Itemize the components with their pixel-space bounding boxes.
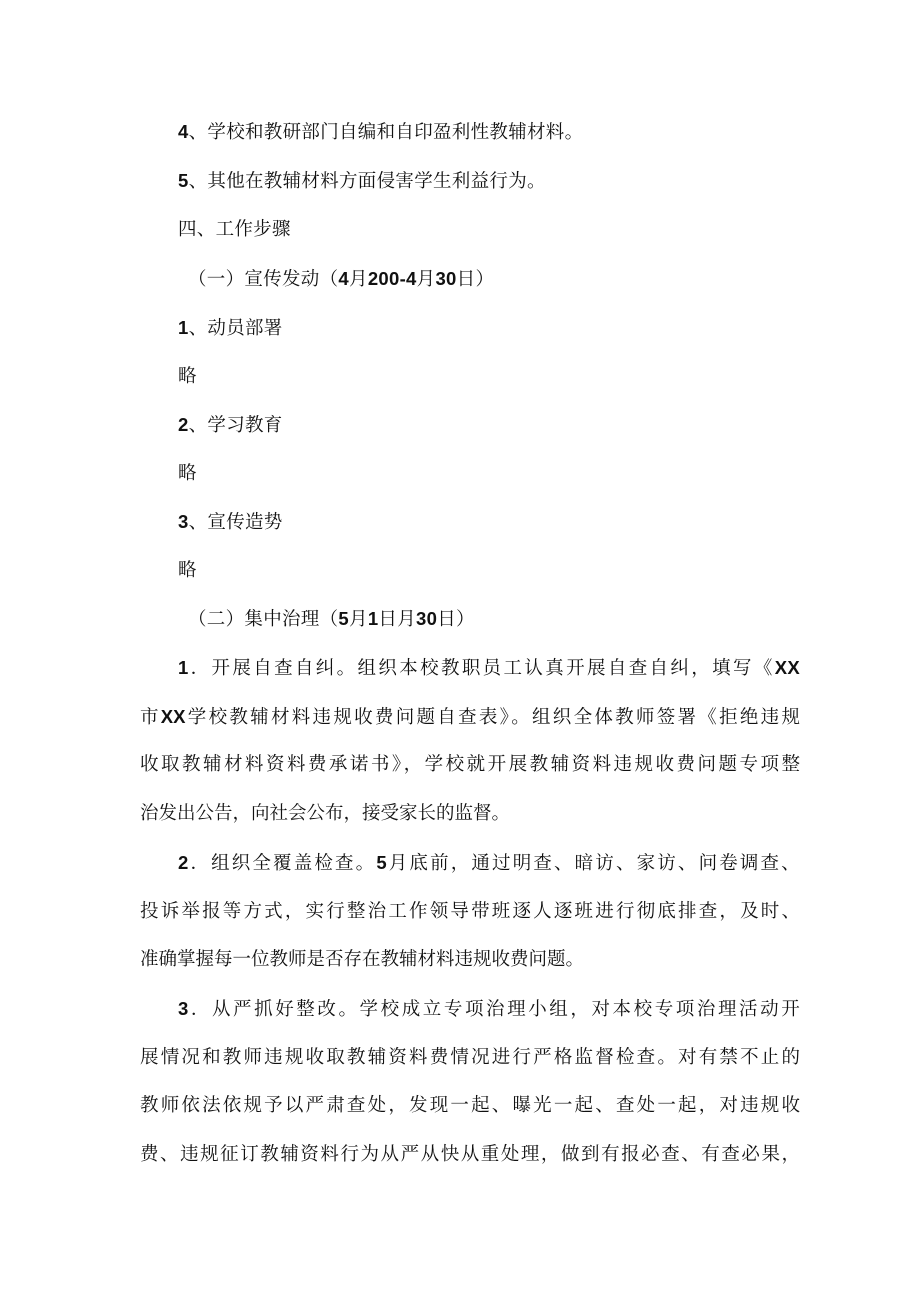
paragraph-1-line-1: [178, 656, 800, 681]
phase-2-heading-part: 5: [338, 608, 349, 629]
phase-1-item-number: 3: [178, 511, 189, 532]
phase-1-heading: [188, 267, 494, 292]
phase-1-heading-part: 200-4: [367, 268, 417, 289]
phase-2-heading-part: 月: [349, 609, 368, 630]
phase-1-item-3: [178, 510, 283, 535]
phase-1-item-2-detail: 略: [178, 463, 197, 484]
phase-1-heading-part: （一）宣传发动（: [188, 269, 339, 290]
paragraph-text: XX: [774, 657, 800, 678]
paragraph-1-line-3: 收取教辅材料资料费承诺书》，学校就开展教辅资料违规收费问题专项整: [140, 754, 800, 775]
phase-1-item-2: [178, 413, 283, 438]
phase-1-item-3-detail: 略: [178, 560, 197, 581]
paragraph-3-line-4: 费、违规征订教辅资料行为从严从快从重处理，做到有报必查、有查必果，: [140, 1144, 800, 1165]
paragraph-2-line-2: 投诉举报等方式，实行整治工作领导带班逐人逐班进行彻底排查，及时、: [140, 901, 800, 922]
paragraph-text: ．开展自查自纠。组织本校教职员工认真开展自查自纠，填写《: [188, 658, 775, 679]
phase-1-heading-part: 30: [435, 268, 457, 289]
item-5: [178, 169, 546, 194]
paragraph-text: 市: [140, 707, 161, 728]
paragraph-text: ．从严抓好整改。学校成立专项治理小组，对本校专项治理活动开: [188, 999, 800, 1020]
paragraph-text: ．组织全覆盖检查。: [188, 853, 377, 874]
phase-1-item-1: [178, 316, 283, 341]
paragraph-3-line-1: [178, 997, 800, 1022]
phase-2-heading-part: 30: [416, 608, 438, 629]
phase-1-item-number: 2: [178, 414, 189, 435]
paragraph-text: 月底前，通过明查、暗访、家访、问卷调查、: [386, 853, 800, 874]
phase-1-heading-part: 月: [349, 269, 368, 290]
paragraph-number: 1: [178, 657, 189, 678]
phase-1-item-number: 1: [178, 317, 189, 338]
paragraph-2-line-1: [178, 851, 800, 876]
phase-1-item-text: 、动员部署: [188, 318, 283, 339]
phase-1-item-text: 、学习教育: [188, 415, 283, 436]
item-5-number: 5: [178, 170, 189, 191]
phase-2-heading-part: 日）: [437, 609, 475, 630]
item-4: [178, 120, 583, 145]
item-4-text: 、学校和教研部门自编和自印盈利性教辅材料。: [188, 122, 584, 143]
phase-2-heading-part: 日月: [378, 609, 417, 630]
paragraph-3-line-3: 教师依法依规予以严肃查处，发现一起、曝光一起、查处一起，对违规收: [140, 1095, 800, 1116]
phase-1-heading-part: 4: [338, 268, 349, 289]
item-4-number: 4: [178, 121, 189, 142]
phase-2-heading: [188, 607, 475, 632]
phase-1-heading-part: 月: [416, 269, 436, 290]
phase-2-heading-part: 1: [367, 608, 379, 629]
paragraph-text: 5: [376, 852, 387, 873]
paragraph-text: XX: [160, 706, 186, 727]
paragraph-number: 2: [178, 852, 189, 873]
paragraph-2-line-3: 准确掌握每一位教师是否存在教辅材料违规收费问题。: [140, 949, 585, 970]
phase-1-heading-part: 日）: [456, 269, 495, 290]
phase-2-heading-part: （二）集中治理（: [188, 609, 339, 630]
paragraph-3-line-2: 展情况和教师违规收取教辅资料费情况进行严格监督检查。对有禁不止的: [140, 1047, 800, 1068]
paragraph-1-line-2: [140, 705, 800, 730]
section-heading-work-steps: 四、工作步骤: [178, 219, 291, 240]
phase-1-item-text: 、宣传造势: [188, 512, 283, 533]
paragraph-number: 3: [178, 998, 189, 1019]
phase-1-item-1-detail: 略: [178, 366, 197, 387]
item-5-text: 、其他在教辅材料方面侵害学生利益行为。: [188, 171, 546, 192]
paragraph-text: 学校教辅材料违规收费问题自查表》。组织全体教师签署《拒绝违规: [185, 707, 800, 728]
paragraph-1-line-4: 治发出公告，向社会公布，接受家长的监督。: [140, 803, 511, 824]
